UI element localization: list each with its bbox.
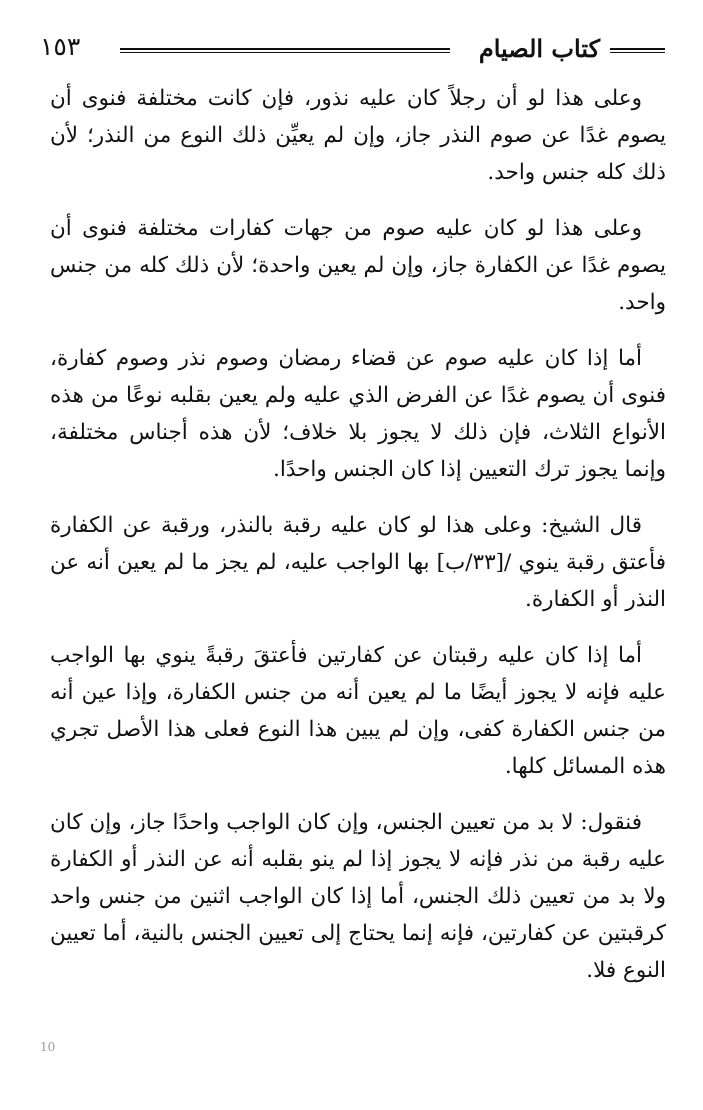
paragraph-2: وعلى هذا لو كان عليه صوم من جهات كفارات مختلفة فنوى أن يصوم غدًا عن الكفارة جاز، وإن لم يعين واحدة؛ لأن ذلك كله من جنس واحد. — [50, 216, 666, 315]
page-header — [40, 28, 665, 68]
margin-note: 10 — [40, 1040, 56, 1054]
paragraph-5: أما إذا كان عليه رقبتان عن كفارتين فأعتقَ رقبةً ينوي بها الواجب عليه فإنه لا يجوز أيضًا ما لم يعين أنه من جنس الكفارة، وإذا عين أنه من جنس الكفارة كفى، وإن لم يبين هذا النوع فعلى هذا الأصل تجري هذه المسائل كلها. — [50, 643, 666, 779]
header-title: كتاب الصيام — [478, 34, 600, 63]
header-rule — [120, 48, 450, 53]
paragraph-1: وعلى هذا لو أن رجلاً كان عليه نذور، فإن كانت مختلفة فنوى أن يصوم غدًا عن صوم النذر جاز، وإن لم يعيِّن ذلك النوع من النذر؛ لأن ذلك كله جنس واحد. — [50, 86, 666, 185]
paragraph-6: فنقول: لا بد من تعيين الجنس، وإن كان الواجب واحدًا جاز، وإن كان عليه رقبة من نذر فإنه لا يجوز إذا لم ينو بقلبه أنه عن النذر أو الكفارة ولا بد من تعيين ذلك الجنس، أما إذا كان الواجب اثنين من جنس واحد كرقبتين عن كفارتين، فإنه إنما يحتاج إلى تعيين الجنس بالنية، أما تعيين النوع فلا. — [50, 810, 666, 983]
body-text — [50, 80, 666, 1008]
paragraph-3: أما إذا كان عليه صوم عن قضاء رمضان وصوم نذر وصوم كفارة، فنوى أن يصوم غدًا عن الفرض الذي عليه ولم يعين بقلبه نوعًا من هذه الأنواع الثلاث، فإن ذلك لا يجوز بلا خلاف؛ لأن هذه أجناس مختلفة، وإنما يجوز ترك التعيين إذا كان الجنس واحدًا. — [50, 346, 666, 482]
header-rule-right — [610, 48, 665, 53]
page-number: ١٥٣ — [40, 32, 81, 61]
paragraph-4: قال الشيخ: وعلى هذا لو كان عليه رقبة بالنذر، ورقبة عن الكفارة فأعتق رقبة ينوي /[٣٣/ب] بها الواجب عليه، لم يجز ما لم يعين أنه عن النذر أو الكفارة. — [50, 513, 666, 612]
